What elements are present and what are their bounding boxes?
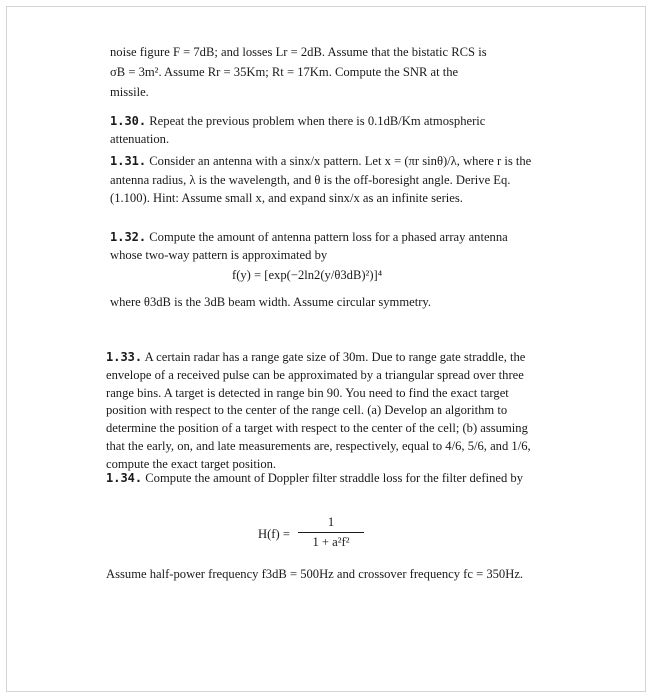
problem-text: Consider an antenna with a sinx/x pattern. Let x = (πr sinθ)/λ, where r is the antenna radius, λ is the wavelength, and θ is the off-boresight angle. Derive Eq. (1.100). Hint: Assume small x, and expand sinx/x as an infinite series. [110,154,532,206]
problem-number: 1.33. [106,350,143,364]
problem-1-30 [110,112,540,148]
fraction-denominator: 1 + a²f² [312,535,350,549]
problem-1-34-assume [106,566,536,584]
problem-number: 1.30. [110,114,147,128]
problem-number: 1.34. [106,471,143,485]
problem-text: A certain radar has a range gate size of 30m. Due to range gate straddle, the envelope of a received pulse can be approximated by a triangular spread over three range bins. A target is detected in range bin 90. You need to find the exact target position with respect to the center of the range cell. (a) Develop an algorithm to determine the position of a target with respect to the center of the cell; (b) assuming that the early, on, and late measurements are, respectively, equal to 4/6, 5/6, and 1/6, compute the exact target position. [106,350,531,471]
problem-text: Compute the amount of antenna pattern loss for a phased array antenna whose two-way pattern is approximated by [110,230,508,262]
p1-line2: σB = 3m². Assume Rr = 35Km; Rt = 17Km. Compute the SNR at the [110,65,459,79]
problem-1-29-continuation [110,42,540,102]
assume-text: Assume half-power frequency f3dB = 500Hz and crossover frequency fc = 350Hz. [106,567,524,581]
problem-1-32 [110,228,540,264]
filter-equation-lhs: H(f) = [258,527,290,541]
problem-text: Repeat the previous problem when there is 0.1dB/Km atmospheric attenuation. [110,114,486,146]
p1-line3: missile. [110,85,149,99]
p1-line1: noise figure F = 7dB; and losses Lr = 2dB. Assume that the bistatic RCS is [110,45,487,59]
fraction-bar [298,532,364,533]
where-text: where θ3dB is the 3dB beam width. Assume circular symmetry. [110,295,432,309]
problem-1-32-where [110,292,540,312]
problem-number: 1.31. [110,154,147,168]
problem-1-33 [106,349,536,474]
fraction-numerator: 1 [327,515,335,529]
problem-number: 1.32. [110,230,147,244]
filter-equation-fraction [298,515,364,550]
problem-1-34 [106,470,536,488]
problem-text: Compute the amount of Doppler filter straddle loss for the filter defined by [145,471,523,485]
problem-1-31 [110,152,540,208]
pattern-equation: f(y) = [exp(−2ln2(y/θ3dB)²)]⁴ [232,268,383,282]
